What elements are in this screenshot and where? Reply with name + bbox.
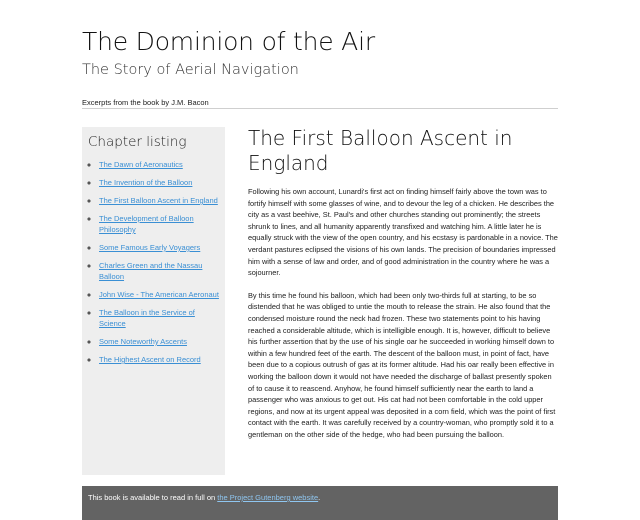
chapter-link-invention-of-balloon[interactable]: The Invention of the Balloon [99,178,193,187]
article-main [248,126,558,451]
chapter-link-early-voyagers[interactable]: Some Famous Early Voyagers [99,243,201,252]
chapter-list-item [99,260,219,282]
chapter-list-item [99,159,219,170]
chapter-sidebar [82,127,225,475]
chapter-list-item [99,177,219,188]
chapter-list-item [99,195,219,206]
chapter-link-noteworthy-ascents[interactable]: Some Noteworthy Ascents [99,337,187,346]
footer-text-end: . [318,493,321,502]
site-header [82,26,560,108]
footer-text: This book is available to read in full on [88,493,218,502]
chapter-link-balloon-science[interactable]: The Balloon in the Service of Science [99,308,195,328]
site-subtitle: The Story of Aerial Navigation [82,62,299,78]
chapter-link-highest-ascent[interactable]: The Highest Ascent on Record [99,355,201,364]
chapter-list-item [99,213,219,235]
site-title: The Dominion of the Air [82,27,375,56]
chapter-link-first-balloon-ascent[interactable]: The First Balloon Ascent in England [99,196,218,205]
site-byline: Excerpts from the book by J.M. Bacon [82,98,209,107]
chapter-list [88,159,219,365]
article-paragraph: By this time he found his balloon, which had been only two-thirds full at starting, to be so distended that he was obliged to untie the mouth to release the strain. He also found that the condensed moisture round the neck had frozen. These two statements point to his having reached a considerable altitude, which is intelligible enough. It is, however, difficult to believe his further assertion that by the use of his single oar he succeeded in working himself down to within a few hundred feet of the earth. The descent of the balloon must, in point of fact, have been due to a copious outrush of gas at its former altitude. Had his oar really been effective in working the balloon down it would not have needed the discharge of ballast presently spoken of to cause it to reascend. Anyhow, he found himself sufficiently near the earth to land a passenger who was anxious to get out. His cat had not been comfortable in the cold upper regions, and now at its urgent appeal was deposited in a corn field, which was the point of first contact with the earth. It was carefully received by a country-woman, who promptly sold it to a gentleman on the other side of the hedge, who had been pursuing the balloon. [248,290,556,439]
article-paragraph: Following his own account, Lunardi's first act on finding himself fairly above the town was to fortify himself with some glasses of wine, and to devour the leg of a chicken. He describes the city as a vast beehive, St. Paul's and other churches standing out prominently; the streets shrunk to lines, and all humanity apparently transfixed and watching him. A little later he is equally struck with the view of the open country, and his ecstasy is pardonable in a novice. The verdant pastures eclipsed the visions of his own lands. The precision of boundaries impressed him with a sense of law and order, and of good administration in the country where he was a sojourner. [248,187,558,278]
article-body [248,186,558,440]
sidebar-title: Chapter listing [88,134,187,150]
project-gutenberg-link[interactable]: the Project Gutenberg website [217,493,319,502]
article-title: The First Balloon Ascent in England [248,126,513,175]
chapter-link-dawn-of-aeronautics[interactable]: The Dawn of Aeronautics [99,160,183,169]
chapter-list-item [99,307,219,329]
chapter-link-balloon-philosophy[interactable]: The Development of Balloon Philosophy [99,214,194,234]
site-footer [82,486,558,520]
chapter-list-item [99,242,219,253]
chapter-list-item [99,354,219,365]
header-divider [82,108,558,109]
chapter-list-item [99,336,219,347]
chapter-list-item [99,289,219,300]
chapter-link-john-wise[interactable]: John Wise - The American Aeronaut [99,290,219,299]
chapter-link-charles-green[interactable]: Charles Green and the Nassau Balloon [99,261,203,281]
